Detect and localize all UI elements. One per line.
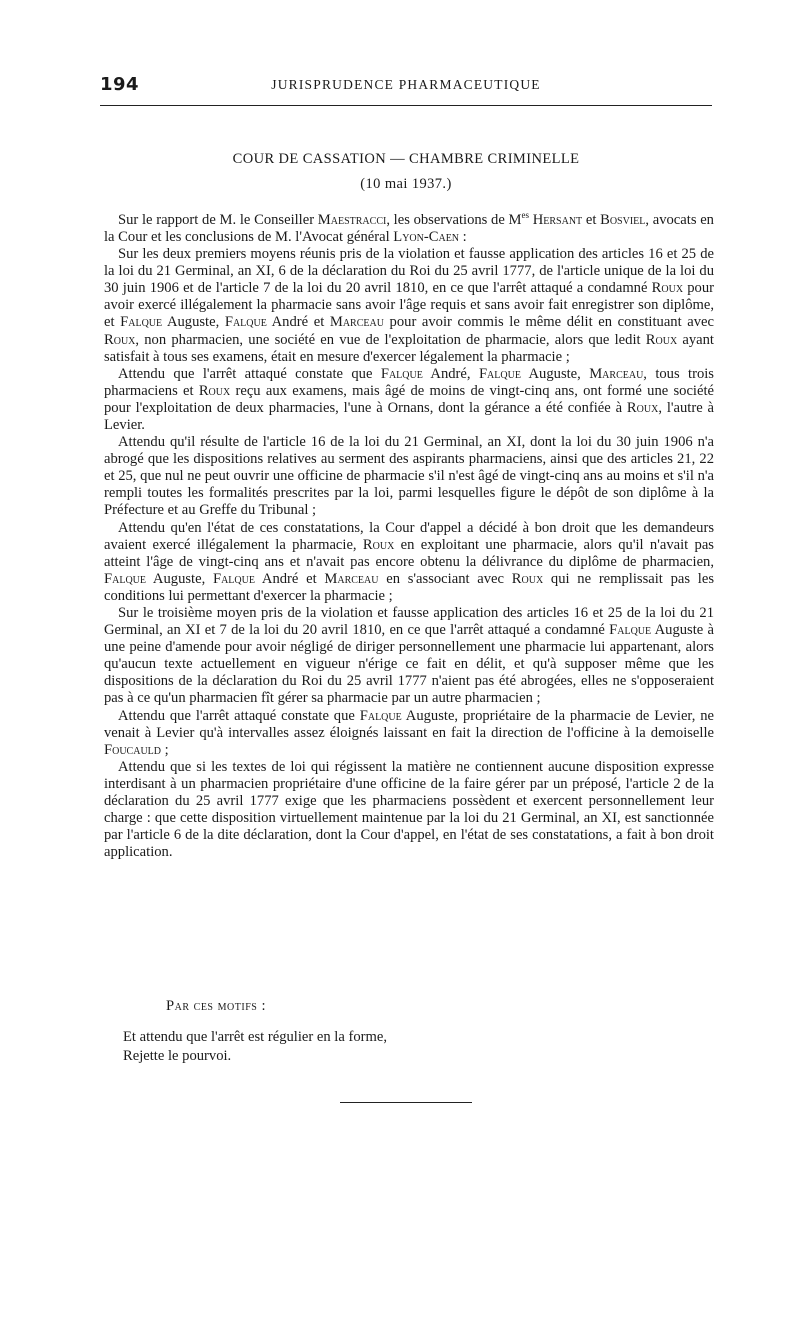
name-small-caps: Falque — [104, 570, 146, 587]
name-small-caps: Falque — [212, 570, 255, 587]
name-small-caps: Marceau — [329, 314, 384, 331]
closing-block — [123, 1028, 683, 1066]
motifs-heading: Par ces motifs : — [166, 998, 267, 1014]
name-small-caps: Lyon-Caen — [393, 228, 460, 245]
name-small-caps: Marceau — [589, 365, 644, 382]
name-small-caps: Falque — [380, 365, 423, 382]
name-small-caps: Foucauld — [104, 741, 162, 758]
name-small-caps: Roux — [198, 382, 231, 399]
name-small-caps: Roux — [645, 331, 678, 348]
page-number: 194 — [100, 74, 140, 95]
closing-line-rejette: Rejette le pourvoi. — [123, 1048, 232, 1064]
court-heading: COUR DE CASSATION — CHAMBRE CRIMINELLE — [232, 151, 580, 167]
paragraph-moyens-1-2: Sur les deux premiers moyens réunis pris de la violation et fausse application des articles 16 et 25 de la loi du 21 Germinal, an XI, 6 de la déclaration du Roi du 25 avril 1777, de l'article unique de la loi du 30 juin 1906 et de l'article 7 de la loi du 20 avril 1810, en ce que l'arrêt attaqué a condamné Roux pour avoir exercé illégalement la pharmacie sans avoir l'âge requis et sans avoir fait enregistrer son diplôme, et Falque Auguste, Falque André et Marceau pour avoir commis le même délit en constituant avec Roux, non pharmacien, une société en vue de l'exploitation de pharmacie, alors que ledit Roux ayant satisfait à tous ses examens, était en mesure d'exercer légalement la pharmacie ; — [104, 246, 714, 365]
name-small-caps: Falque — [224, 314, 267, 331]
name-small-caps: Roux — [626, 399, 659, 416]
name-small-caps: Roux — [511, 570, 544, 587]
name-small-caps: Falque — [359, 707, 402, 724]
superscript: es — [521, 210, 530, 220]
paragraph-attendu-article-16: Attendu qu'il résulte de l'article 16 de la loi du 21 Germinal, an XI, dont la loi du 30 juin 1906 n'a abrogé que les dispositions relatives au serment des aspirants pharmaciens, ainsi que des articles 21, 22 et 25, que nul ne peut ouvrir une officine de pharmacie s'il n'est âgé de vingt-cinq ans au moins et s'il n'a rempli toutes les formalités prescrites par la loi, parmi lesquelles figure le dépôt de son diplôme à la Préfecture et au Greffe du Tribunal ; — [104, 434, 714, 519]
paragraph-attendu-constate: Attendu que l'arrêt attaqué constate que Falque André, Falque Auguste, Marceau, tous trois pharmaciens et Roux reçu aux examens, mais âgé de moins de vingt-cinq ans, ont formé une société pour l'exploitation de deux pharmacies, l'une à Ornans, dont la gérance a été confiée à Roux, l'autre à Levier. — [104, 365, 715, 433]
closing-line-regulier: Et attendu que l'arrêt est régulier en la forme, — [123, 1029, 387, 1045]
name-small-caps: Falque — [120, 314, 163, 331]
decision-date: (10 mai 1937.) — [360, 176, 452, 192]
name-small-caps: Maestracci — [317, 211, 387, 228]
name-small-caps: Roux — [362, 536, 395, 553]
paragraph-attendu-falque: Attendu que l'arrêt attaqué constate que Falque Auguste, propriétaire de la pharmacie de Levier, ne venait à Levier qu'à intervalles assez éloignés laissant en fait la direction de l'officine à la demoiselle Foucauld ; — [104, 707, 714, 758]
name-small-caps: Marceau — [324, 570, 379, 587]
paragraph-rapport: Sur le rapport de M. le Conseiller Maestracci, les observations de $M^{es}$ Hersant et Bosviel, avocats en la Cour et les conclusions de M. l'Avocat général Lyon-Caen : — [104, 210, 714, 245]
paragraph-moyen-3: Sur le troisième moyen pris de la violation et fausse application des articles 16 et 25 de la loi du 21 Germinal, an XI et 7 de la loi du 20 avril 1810, en ce que l'arrêt attaqué a condamné Falque Auguste à une peine d'amende pour avoir négligé de diriger personnellement une pharmacie lui appartenant, alors qu'aucun texte actuellement en vigueur n'érige ce fait en délit, et qu'à supposer même que les dispositions de la déclaration du Roi du 25 avril 1777 n'aient pas été abrogées, elles ne s'opposeraient pas à ce qu'un pharmacien fît gérer sa pharmacie par un autre pharmacien ; — [104, 605, 714, 707]
name-small-caps: Hersant — [532, 211, 583, 228]
name-small-caps: Roux — [651, 280, 684, 297]
name-small-caps: Bosviel — [600, 211, 646, 228]
name-small-caps: Roux — [104, 331, 136, 348]
running-title: JURISPRUDENCE PHARMACEUTIQUE — [271, 77, 541, 92]
decision-body — [104, 207, 714, 861]
name-small-caps: Falque — [609, 622, 652, 639]
paragraph-attendu-textes: Attendu que si les textes de loi qui régissent la matière ne contiennent aucune disposition expresse interdisant à un pharmacien propriétaire d'une officine de la faire gérer par un préposé, l'article 2 de la déclaration du 25 avril 1777 exige que les pharmaciens possèdent et exercent personnellement leur charge : que cette disposition virtuellement maintenue par la loi du 21 Germinal, an XI, est sanctionnée par l'article 6 de la dite déclaration, dont la Cour d'appel, en l'état de ses constatations, a fait à bon droit application. — [104, 758, 714, 861]
page-header — [100, 74, 712, 98]
paragraph-attendu-constatations: Attendu qu'en l'état de ces constatations, la Cour d'appel a décidé à bon droit que les demandeurs avaient exercé illégalement la pharmacie, Roux en exploitant une pharmacie, alors qu'il n'avait pas atteint l'âge de vingt-cinq ans et n'avait pas encore obtenu la délivrance du diplôme de pharmacien, Falque Auguste, Falque André et Marceau en s'associant avec Roux qui ne remplissait pas les conditions lui permettant d'exercer la pharmacie ; — [104, 519, 714, 604]
header-rule — [100, 105, 712, 106]
name-small-caps: Falque — [478, 365, 521, 382]
end-rule — [340, 1102, 472, 1103]
